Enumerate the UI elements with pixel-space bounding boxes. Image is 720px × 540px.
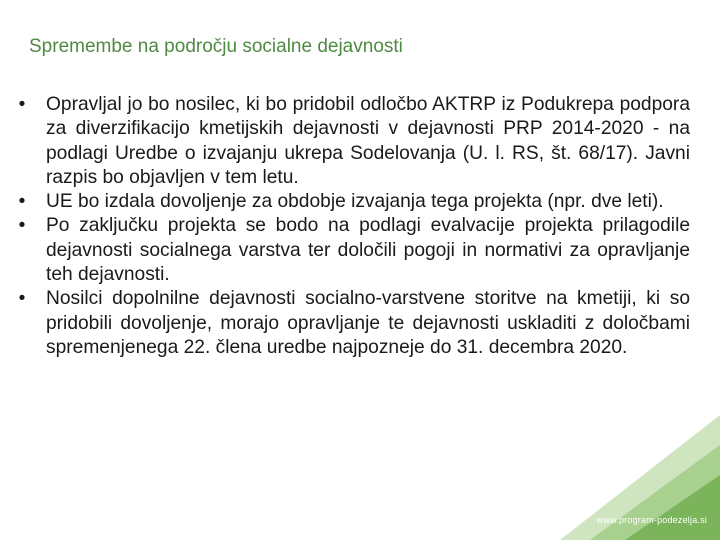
slide-title: Spremembe na področju socialne dejavnosti	[29, 36, 403, 57]
bullet-text: Po zaključku projekta se bodo na podlagi evalvacije projekta prilagodile dejavnosti socialnega varstva ter določili pogoji in normativi za opravljanje teh dejavnosti.	[46, 215, 690, 286]
bullet-item	[12, 214, 690, 287]
bullet-marker: •	[18, 94, 26, 115]
bullet-text: Nosilci dopolnilne dejavnosti socialno-varstvene storitve na kmetiji, ki so pridobili dovoljenje, morajo opravljanje te dejavnosti uskladiti z določbami spremenjenega 22. člena uredbe najpozneje do 31. decembra 2020.	[46, 288, 690, 358]
bullet-item	[12, 93, 690, 190]
bullet-marker: •	[18, 288, 26, 310]
bullet-item	[12, 190, 690, 214]
bullet-text: UE bo izdala dovoljenje za obdobje izvajanja tega projekta (npr. dve leti).	[46, 191, 664, 213]
bullet-item	[12, 287, 690, 360]
bullet-text: Opravljal jo bo nosilec, ki bo pridobil odločbo AKTRP iz Podukrepa podpora za diverzifikacijo kmetijskih dejavnosti v dejavnosti PRP 2014-2020 - na podlagi Uredbe o izvajanju ukrepa Sodelovanja (U. l. RS, št. 68/17). Javni razpis bo objavljen v tem letu.	[46, 94, 690, 188]
bullet-marker: •	[18, 191, 26, 213]
bullet-marker: •	[18, 215, 26, 237]
bullet-list	[12, 93, 690, 360]
footer-url[interactable]: www.program-podezelja.si	[596, 515, 707, 525]
